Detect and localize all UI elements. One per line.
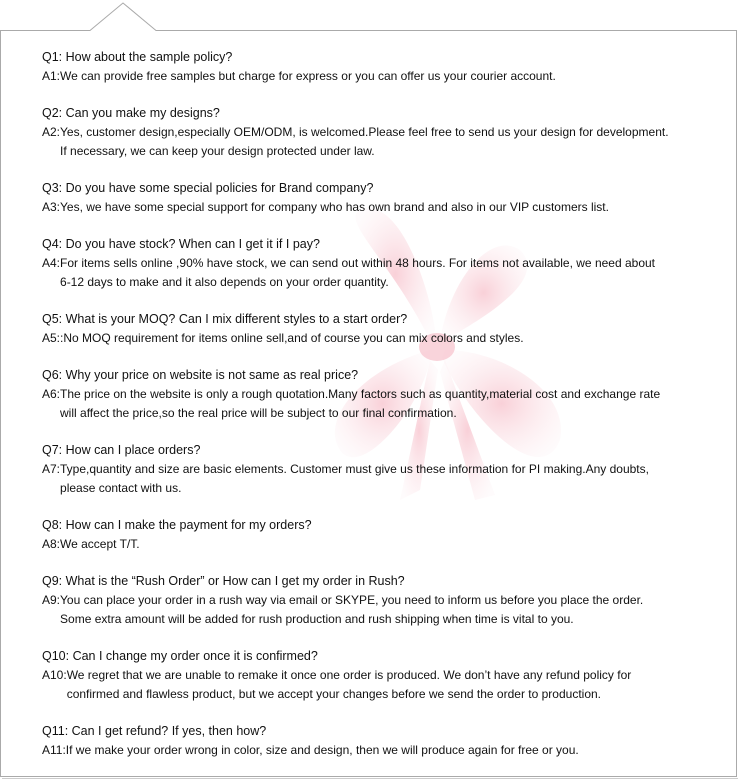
faq-answer-line: Some extra amount will be added for rush production and rush shipping when time is vital to you. <box>60 612 574 626</box>
faq-question: Q5: What is your MOQ? Can I mix different styles to a start order? <box>42 312 408 326</box>
faq-question: Q8: How can I make the payment for my orders? <box>42 518 312 532</box>
faq-answer <box>42 385 732 423</box>
faq-answer-line: If necessary, we can keep your design protected under law. <box>60 144 375 158</box>
faq-answer-label: A3: <box>42 200 61 214</box>
faq-answer <box>42 254 732 292</box>
faq-question: Q7: How can I place orders? <box>42 443 201 457</box>
faq-question: Q3: Do you have some special policies for Brand company? <box>42 181 374 195</box>
faq-item <box>42 572 732 629</box>
faq-answer <box>42 67 732 86</box>
faq-answer-label: A9: <box>42 593 61 607</box>
faq-answer-line: We accept T/T. <box>60 537 140 551</box>
faq-answer-label: A2: <box>42 125 61 139</box>
faq-answer-label: A5: <box>42 331 61 345</box>
faq-answer-line: 6-12 days to make and it also depends on your order quantity. <box>60 275 389 289</box>
faq-item <box>42 179 732 217</box>
faq-item <box>42 366 732 423</box>
faq-answer <box>42 591 732 629</box>
faq-answer <box>42 460 732 498</box>
faq-question: Q10: Can I change my order once it is confirmed? <box>42 649 318 663</box>
faq-answer <box>42 329 732 348</box>
faq-answer-line: please contact with us. <box>60 481 182 495</box>
faq-item <box>42 722 732 760</box>
faq-answer-label: A4: <box>42 256 61 270</box>
faq-answer-line: :No MOQ requirement for items online sell,and of course you can mix colors and styles. <box>60 331 524 345</box>
faq-question: Q6: Why your price on website is not same as real price? <box>42 368 359 382</box>
faq-question: Q2: Can you make my designs? <box>42 106 220 120</box>
faq-answer-line: Type,quantity and size are basic elements. Customer must give us these information for PI making.Any doubts, <box>60 462 649 476</box>
faq-answer-label: A6: <box>42 387 61 401</box>
faq-answer <box>42 123 732 161</box>
faq-answer-line: For items sells online ,90% have stock, we can send out within 48 hours. For items not available, we need about <box>60 256 655 270</box>
faq-item <box>42 441 732 498</box>
faq-answer-label: A1: <box>42 69 61 83</box>
faq-question: Q4: Do you have stock? When can I get it if I pay? <box>42 237 320 251</box>
faq-answer-line: If we make your order wrong in color, size and design, then we will produce again for free or you. <box>65 743 579 757</box>
faq-item <box>42 235 732 292</box>
faq-item <box>42 516 732 554</box>
faq-answer <box>42 198 732 217</box>
faq-answer-label: A10: <box>42 668 67 682</box>
faq-item <box>42 310 732 348</box>
faq-answer-line: will affect the price,so the real price will be subject to our final confirmation. <box>60 406 457 420</box>
faq-answer-label: A8: <box>42 537 61 551</box>
faq-item <box>42 104 732 161</box>
faq-answer-line: We can provide free samples but charge for express or you can offer us your courier account. <box>60 69 556 83</box>
faq-answer <box>42 666 732 704</box>
faq-question: Q11: Can I get refund? If yes, then how? <box>42 724 267 738</box>
faq-item <box>42 48 732 86</box>
faq-answer-line: The price on the website is only a rough quotation.Many factors such as quantity,material cost and exchange rate <box>60 387 661 401</box>
faq-answer-line: Yes, customer design,especially OEM/ODM, is welcomed.Please feel free to send us your design for development. <box>60 125 669 139</box>
faq-answer <box>42 741 732 760</box>
faq-answer-label: A7: <box>42 462 61 476</box>
faq-item <box>42 647 732 704</box>
faq-answer <box>42 535 732 554</box>
faq-answer-label: A11: <box>42 743 66 757</box>
faq-answer-line: Yes, we have some special support for company who has own brand and also in our VIP customers list. <box>60 200 609 214</box>
faq-question: Q1: How about the sample policy? <box>42 50 233 64</box>
faq-answer-line: We regret that we are unable to remake it once one order is produced. We don’t have any refund policy for <box>66 668 632 682</box>
faq-answer-line: confirmed and flawless product, but we accept your changes before we send the order to production. <box>66 687 601 701</box>
faq-answer-line: You can place your order in a rush way via email or SKYPE, you need to inform us before you place the order. <box>60 593 644 607</box>
faq-question: Q9: What is the “Rush Order” or How can I get my order in Rush? <box>42 574 405 588</box>
